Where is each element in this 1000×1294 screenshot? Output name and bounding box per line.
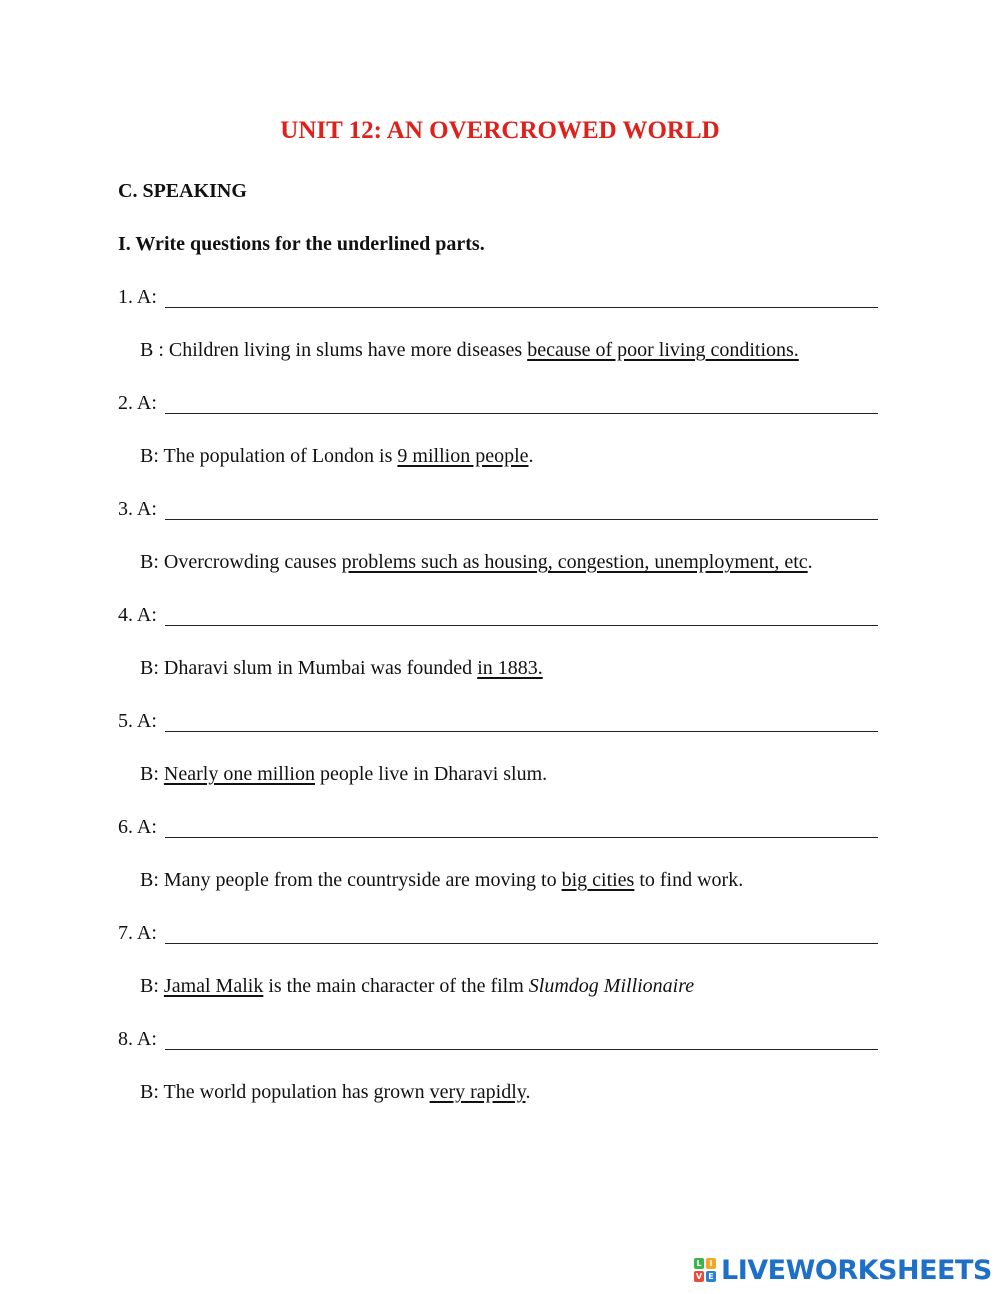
answer-text: . xyxy=(525,1081,531,1103)
worksheet-title: UNIT 12: AN OVERCROWED WORLD xyxy=(280,117,720,144)
answer-text: B: The population of London is xyxy=(140,445,398,467)
italic-title: Slumdog Millionaire xyxy=(528,975,695,997)
answer-blank[interactable] xyxy=(165,307,878,308)
logo-text: LIVEWORKSHEETS xyxy=(721,1254,992,1286)
given-answer xyxy=(140,869,743,892)
answer-text: is the main character of the film xyxy=(263,975,529,997)
answer-row xyxy=(118,498,878,528)
underlined-part: in 1883. xyxy=(477,657,543,679)
logo-mark-tile: I xyxy=(706,1258,716,1269)
answer-blank[interactable] xyxy=(165,837,878,838)
answer-blank[interactable] xyxy=(165,943,878,944)
logo-mark-tile: E xyxy=(706,1271,716,1282)
underlined-part: Jamal Malik xyxy=(163,975,264,997)
given-answer xyxy=(140,445,534,468)
answer-row xyxy=(118,816,878,846)
underlined-part: big cities xyxy=(561,869,635,891)
answer-blank[interactable] xyxy=(165,519,878,520)
question-number: 1. A: xyxy=(118,286,157,308)
answer-row xyxy=(118,922,878,952)
answer-row xyxy=(118,392,878,422)
given-answer xyxy=(140,763,547,786)
answer-text: . xyxy=(807,551,813,573)
question-number: 4. A: xyxy=(118,604,157,626)
answer-text: . xyxy=(528,445,534,467)
instruction-text: I. Write questions for the underlined parts. xyxy=(118,233,485,255)
answer-text: B: Many people from the countryside are moving to xyxy=(140,869,562,891)
logo-mark-icon xyxy=(694,1258,716,1282)
answer-text: people live in Dharavi slum. xyxy=(314,763,548,785)
underlined-part: Nearly one million xyxy=(163,763,315,785)
answer-text: B: Overcrowding causes xyxy=(140,551,342,573)
liveworksheets-logo[interactable] xyxy=(694,1255,992,1285)
question-number: 3. A: xyxy=(118,498,157,520)
given-answer xyxy=(140,657,543,680)
answer-text: B : Children living in slums have more diseases xyxy=(140,339,528,361)
underlined-part: 9 million people xyxy=(397,445,529,467)
question-number: 6. A: xyxy=(118,816,157,838)
answer-text: B: Dharavi slum in Mumbai was founded xyxy=(140,657,478,679)
given-answer xyxy=(140,339,799,362)
logo-mark-tile: L xyxy=(694,1258,704,1269)
answer-text: B: xyxy=(140,763,164,785)
answer-row xyxy=(118,286,878,316)
underlined-part: problems such as housing, congestion, unemployment, etc xyxy=(341,551,808,573)
given-answer xyxy=(140,1081,531,1104)
answer-row xyxy=(118,710,878,740)
answer-row xyxy=(118,604,878,634)
answer-text: B: xyxy=(140,975,164,997)
underlined-part: because of poor living conditions. xyxy=(527,339,799,361)
answer-blank[interactable] xyxy=(165,1049,878,1050)
question-number: 5. A: xyxy=(118,710,157,732)
question-number: 2. A: xyxy=(118,392,157,414)
answer-blank[interactable] xyxy=(165,731,878,732)
question-number: 8. A: xyxy=(118,1028,157,1050)
answer-text: B: The world population has grown xyxy=(140,1081,430,1103)
answer-blank[interactable] xyxy=(165,625,878,626)
answer-row xyxy=(118,1028,878,1058)
logo-mark-tile: V xyxy=(695,1272,703,1281)
given-answer xyxy=(140,551,813,574)
underlined-part: very rapidly xyxy=(429,1081,526,1103)
section-heading: C. SPEAKING xyxy=(118,180,247,202)
given-answer xyxy=(140,975,694,998)
answer-text: to find work. xyxy=(634,869,744,891)
question-number: 7. A: xyxy=(118,922,157,944)
answer-blank[interactable] xyxy=(165,413,878,414)
